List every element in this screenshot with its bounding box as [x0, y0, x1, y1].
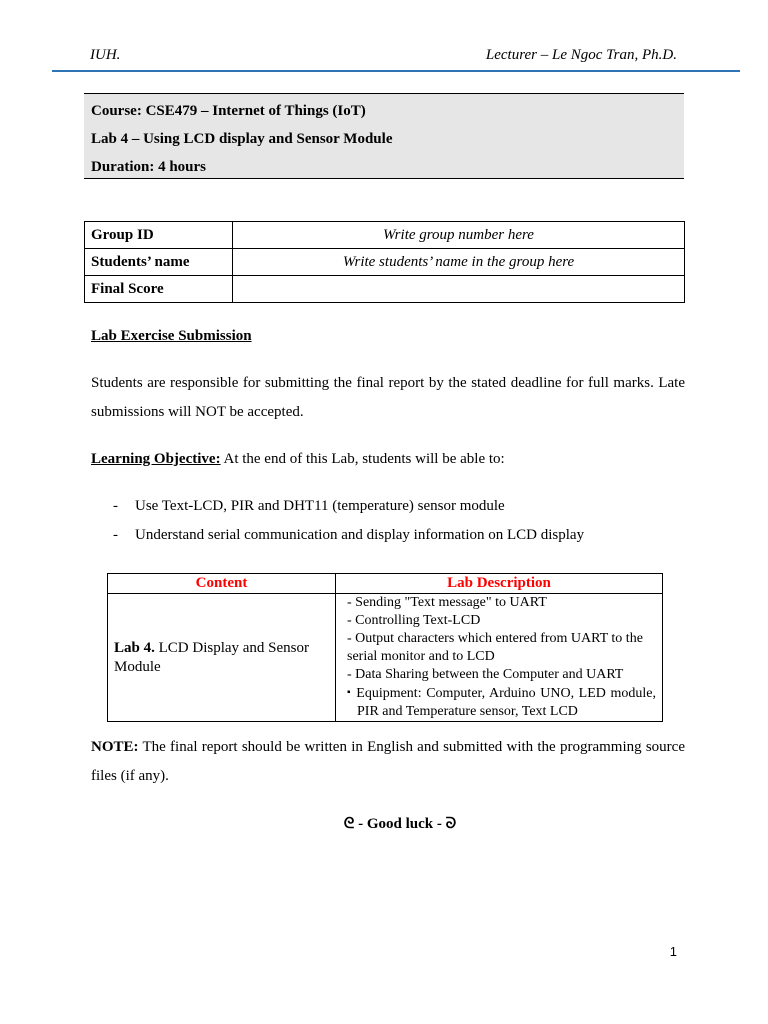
lab-description-cell	[336, 594, 663, 722]
equipment-text: Equipment: Computer, Arduino UNO, LED module, PIR and Temperature sensor, Text LCD	[356, 686, 656, 719]
header-institution: IUH.	[90, 47, 121, 63]
page-number: 1	[669, 944, 677, 959]
final-score-field[interactable]	[233, 276, 685, 303]
group-info-table	[84, 221, 685, 303]
description-line: - Controlling Text-LCD	[347, 613, 481, 628]
objective-text: At the end of this Lab, students will be able to:	[220, 451, 505, 467]
good-luck-line	[0, 815, 768, 833]
group-id-field[interactable]: Write group number here	[233, 222, 685, 249]
bullet-dash: -	[113, 498, 118, 514]
course-title: Course: CSE479 – Internet of Things (IoT)	[91, 103, 366, 119]
table-header-row	[108, 574, 663, 594]
note-text: The final report should be written in English and submitted with the programming source files (if any).	[91, 739, 685, 784]
header-divider	[52, 70, 740, 72]
equipment-line	[347, 684, 656, 721]
lab-content-cell	[108, 594, 336, 722]
table-row	[85, 222, 685, 249]
list-item	[113, 527, 584, 544]
description-header: Lab Description	[336, 574, 663, 594]
submission-text: Students are responsible for submitting the final report by the stated deadline for full marks. Late submissions will NOT be accepted.	[91, 375, 685, 420]
lab-content-text: LCD Display and Sensor Module	[114, 639, 310, 675]
description-line: - Sending "Text message" to UART	[347, 595, 547, 610]
table-row	[108, 594, 663, 722]
lab-title: Lab 4 – Using LCD display and Sensor Module	[91, 131, 393, 147]
course-info-box	[84, 93, 684, 179]
note-label: NOTE:	[91, 739, 139, 755]
content-header: Content	[108, 574, 336, 594]
group-id-label: Group ID	[85, 222, 233, 249]
students-name-field[interactable]: Write students’ name in the group here	[233, 249, 685, 276]
ornament-right-icon: ᘐ	[445, 816, 457, 832]
good-luck-text: - Good luck -	[354, 816, 446, 832]
duration: Duration: 4 hours	[91, 159, 207, 175]
square-bullet-icon: ▪	[347, 687, 352, 698]
header-lecturer: Lecturer – Le Ngoc Tran, Ph.D.	[485, 47, 677, 63]
note-paragraph	[91, 733, 685, 791]
students-name-label: Students’ name	[85, 249, 233, 276]
table-row	[85, 276, 685, 303]
table-row	[85, 249, 685, 276]
bullet-dash: -	[113, 527, 118, 543]
submission-heading: Lab Exercise Submission	[91, 328, 252, 344]
learning-objective	[91, 445, 685, 474]
objective-label: Learning Objective:	[91, 451, 221, 467]
lab-number: Lab 4.	[114, 639, 155, 656]
description-line: - Output characters which entered from UART to the serial monitor and to LCD	[347, 631, 643, 664]
lab-content-table	[107, 573, 663, 722]
final-score-label: Final Score	[85, 276, 233, 303]
objective-bullet-1: Use Text-LCD, PIR and DHT11 (temperature) sensor module	[135, 498, 505, 514]
description-line: - Data Sharing between the Computer and UART	[347, 667, 624, 682]
objective-bullet-2: Understand serial communication and display information on LCD display	[135, 527, 585, 543]
list-item	[113, 498, 505, 515]
ornament-left-icon: ᘓ	[343, 816, 355, 832]
